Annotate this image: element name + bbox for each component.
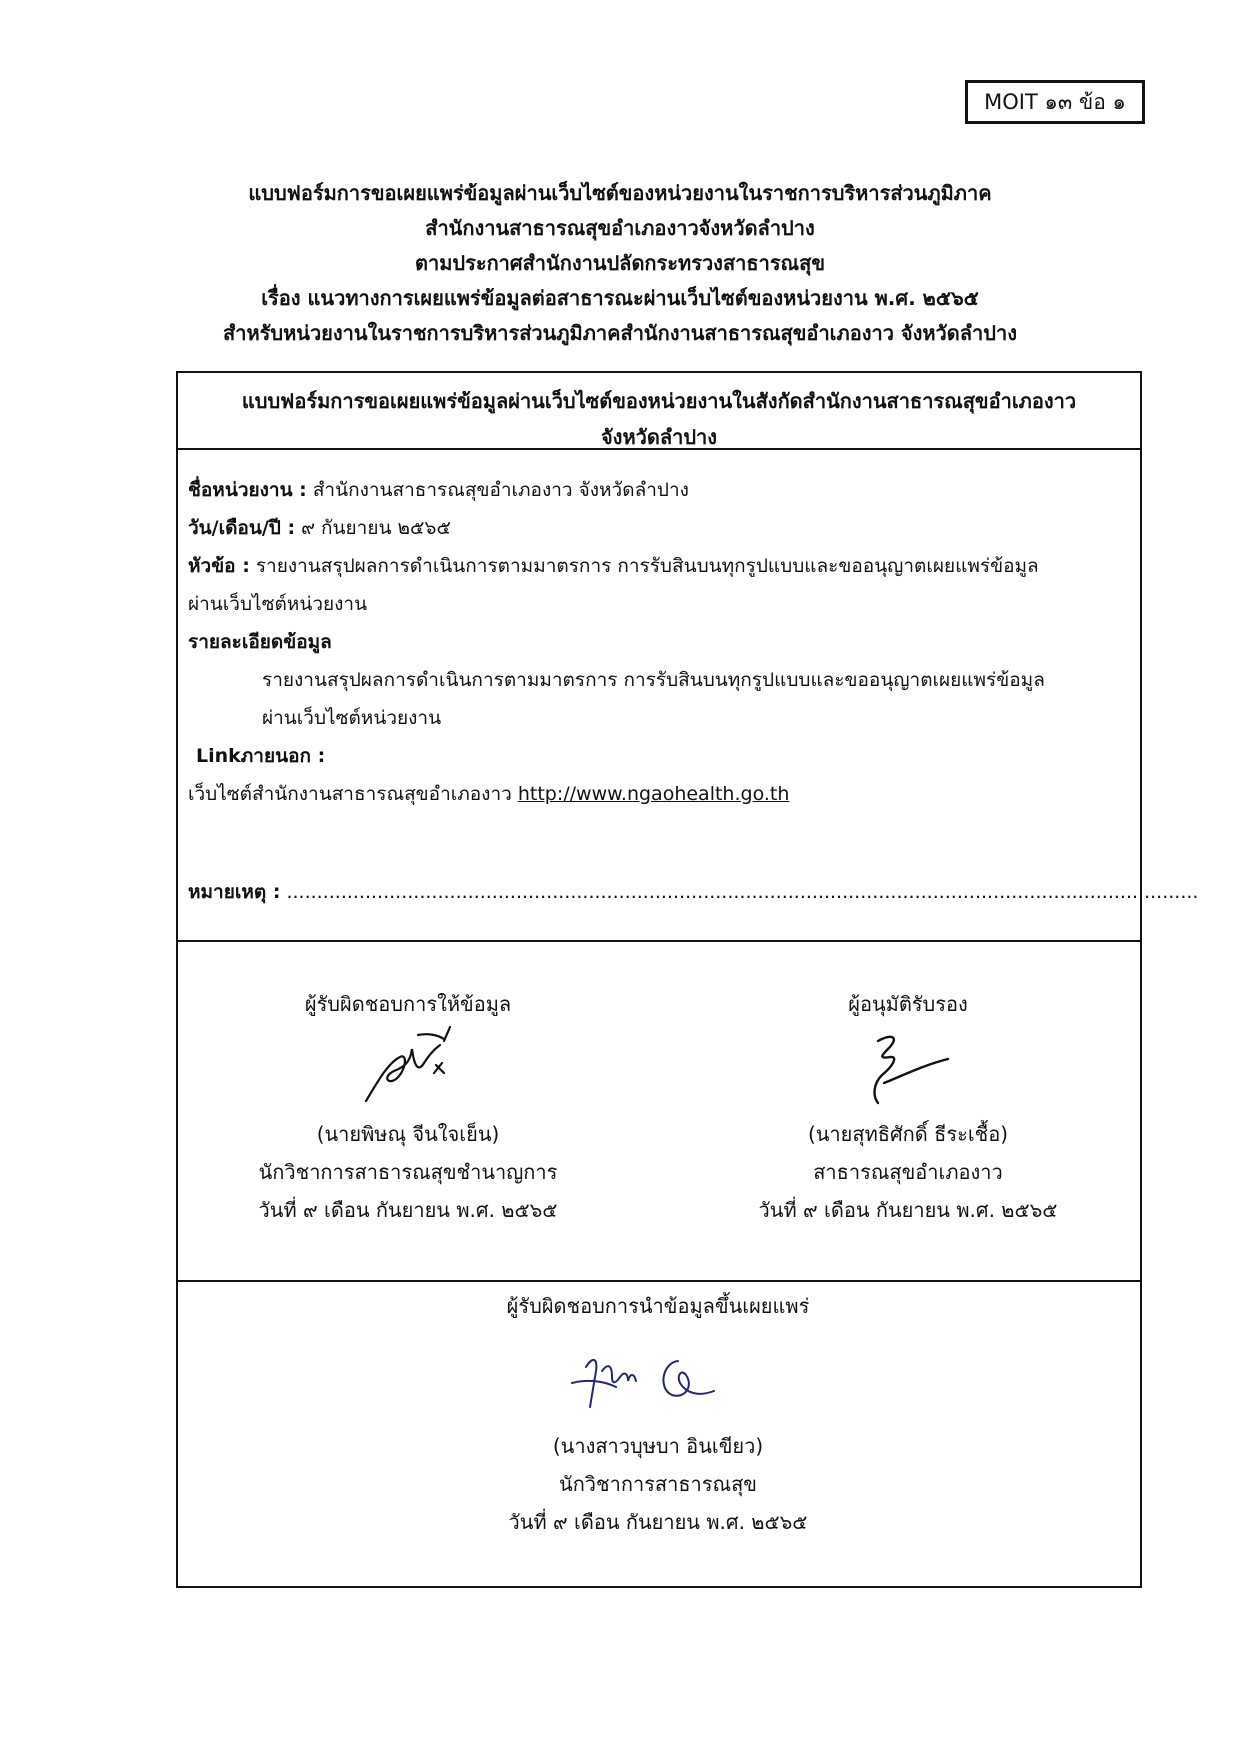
note-row (188, 877, 1198, 907)
provider-date: วันที่ ๙ เดือน กันยายน พ.ศ. ๒๕๖๕ (258, 1198, 558, 1222)
approver-signature-block (698, 985, 1118, 1229)
publisher-role: ผู้รับผิดชอบการนำข้อมูลขึ้นเผยแพร่ (506, 1294, 810, 1318)
website-link[interactable]: http://www.ngaohealth.go.th (517, 783, 790, 805)
provider-position: นักวิชาการสาธารณสุขชำนาญการ (258, 1160, 558, 1184)
provider-name: (นายพิษณุ จีนใจเย็น) (316, 1122, 500, 1146)
publisher-name: (นางสาวบุษบา อินเขียว) (552, 1434, 764, 1458)
approver-role: ผู้อนุมัติรับรอง (848, 992, 968, 1016)
link-label: Linkภายนอก : (196, 745, 326, 767)
provider-role: ผู้รับผิดชอบการให้ข้อมูล (304, 992, 512, 1016)
publisher-signature (558, 1337, 758, 1427)
box-title-line-1: แบบฟอร์มการขอเผยแพร่ข้อมูลผ่านเว็บไซต์ของหน่วยงานในสังกัดสำนักงานสาธารณสุขอำเภองาว (241, 389, 1077, 413)
agency-row (188, 475, 689, 505)
date-row (188, 513, 451, 543)
note-value: ....................................................................................................................................................... (280, 881, 1199, 903)
date-value: ๙ กันยายน ๒๕๖๕ (295, 517, 451, 539)
document-header (140, 176, 1100, 351)
header-line-4: เรื่อง แนวทางการเผยแพร่ข้อมูลต่อสาธารณะผ่านเว็บไซต์ของหน่วยงาน พ.ศ. ๒๕๖๕ (261, 286, 979, 310)
header-line-5: สำหรับหน่วยงานในราชการบริหารส่วนภูมิภาคสำนักงานสาธารณสุขอำเภองาว จังหวัดลำปาง (223, 321, 1017, 345)
approver-date: วันที่ ๙ เดือน กันยายน พ.ศ. ๒๕๖๕ (758, 1198, 1058, 1222)
publisher-date: วันที่ ๙ เดือน กันยายน พ.ศ. ๒๕๖๕ (508, 1510, 808, 1534)
provider-signature (348, 1023, 468, 1115)
divider-signatures (178, 940, 1140, 942)
publisher-signature-block (408, 1287, 908, 1541)
form-code-box (965, 80, 1145, 124)
website-row (188, 779, 789, 809)
topic-row (188, 551, 1039, 581)
agency-value: สำนักงานสาธารณสุขอำเภองาว จังหวัดลำปาง (306, 479, 689, 501)
provider-signature-block (198, 985, 618, 1229)
divider-title (178, 448, 1140, 450)
publisher-position: นักวิชาการสาธารณสุข (559, 1472, 757, 1496)
box-title-line-2: จังหวัดลำปาง (600, 425, 718, 449)
form-code: MOIT ๑๓ ข้อ ๑ (984, 89, 1126, 114)
topic-label: หัวข้อ : (188, 555, 250, 577)
divider-publisher (178, 1280, 1140, 1282)
detail-line-2: ผ่านเว็บไซต์หน่วยงาน (262, 707, 442, 729)
approver-name: (นายสุทธิศักดิ์ ธีระเชื้อ) (807, 1122, 1009, 1146)
approver-signature (848, 1023, 968, 1115)
approver-position: สาธารณสุขอำเภองาว (813, 1160, 1003, 1184)
detail-line-1: รายงานสรุปผลการดำเนินการตามมาตรการ การรับสินบนทุกรูปแบบและขออนุญาตเผยแพร่ข้อมูล (262, 669, 1045, 691)
detail-label: รายละเอียดข้อมูล (188, 631, 332, 653)
agency-label: ชื่อหน่วยงาน : (188, 479, 307, 501)
website-text: เว็บไซต์สำนักงานสาธารณสุขอำเภองาว (188, 783, 518, 805)
header-line-2: สำนักงานสาธารณสุขอำเภองาวจังหวัดลำปาง (425, 216, 815, 240)
note-label: หมายเหตุ : (188, 881, 281, 903)
form-box (176, 371, 1199, 1588)
topic-continuation: ผ่านเว็บไซต์หน่วยงาน (188, 593, 368, 615)
topic-value: รายงานสรุปผลการดำเนินการตามมาตรการ การรับสินบนทุกรูปแบบและขออนุญาตเผยแพร่ข้อมูล (249, 555, 1039, 577)
date-label: วัน/เดือน/ปี : (188, 517, 296, 539)
header-line-3: ตามประกาศสำนักงานปลัดกระทรวงสาธารณสุข (414, 251, 825, 275)
box-title (188, 383, 1130, 455)
header-line-1: แบบฟอร์มการขอเผยแพร่ข้อมูลผ่านเว็บไซต์ของหน่วยงานในราชการบริหารส่วนภูมิภาค (248, 181, 992, 205)
